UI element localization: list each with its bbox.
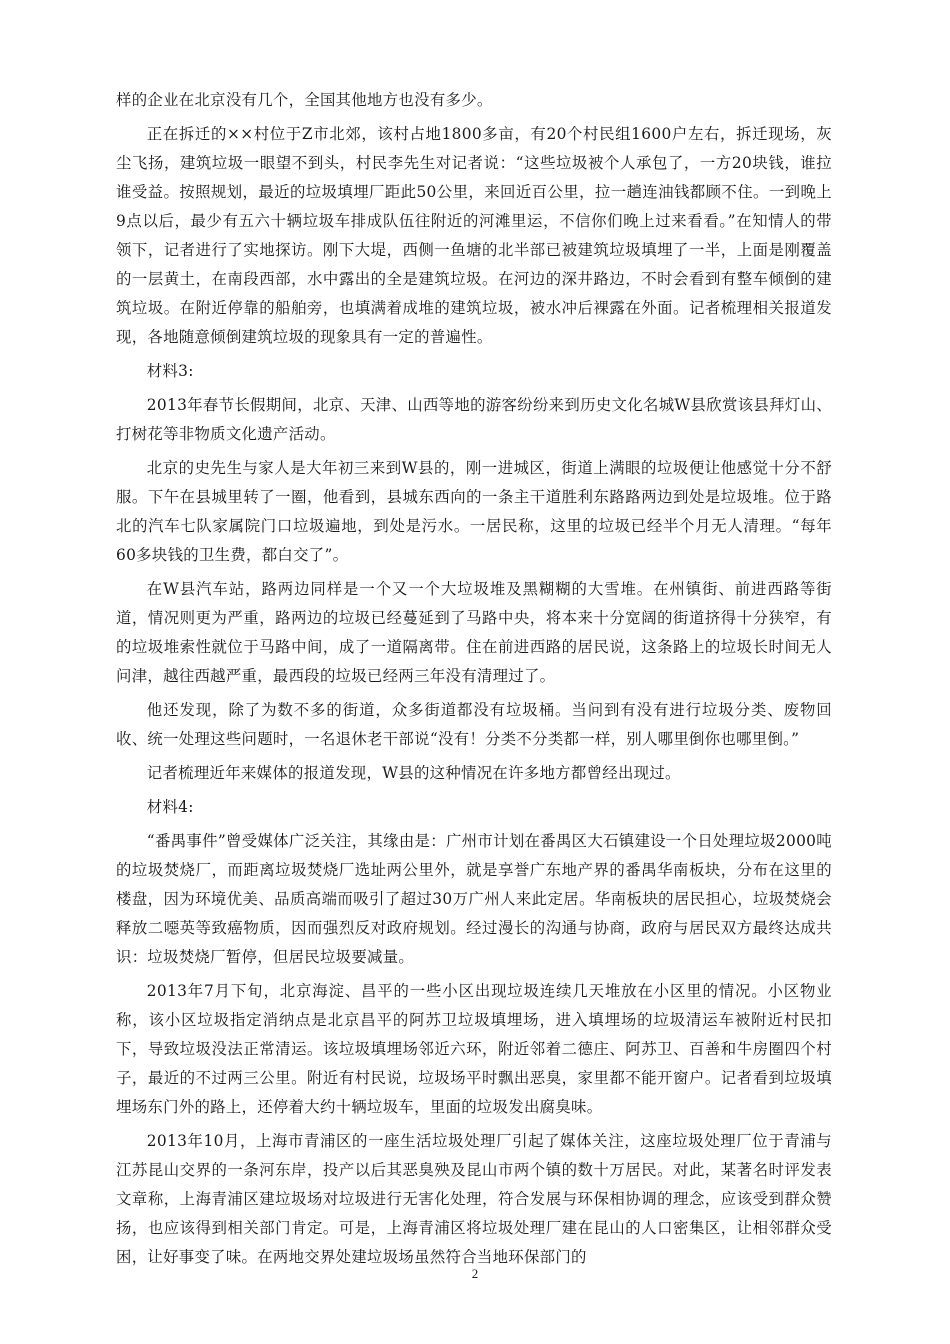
paragraph: 记者梳理近年来媒体的报道发现，W县的这种情况在许多地方都曾经出现过。 [146,764,681,782]
paragraph: 2013年春节长假期间，北京、天津、山西等地的游客纷纷来到历史文化名城W县欣赏该县拜灯山、打树花等非物质文化遗产活动。 [116,396,832,443]
paragraph: 样的企业在北京没有几个，全国其他地方也没有多少。 [116,91,493,109]
paragraph: 2013年7月下旬，北京海淀、昌平的一些小区出现垃圾连续几天堆放在小区里的情况。小区物业称，该小区垃圾指定消纳点是北京昌平的阿苏卫垃圾填埋场，进入填埋场的垃圾清运车被附近村民扣下，导致垃圾没法正常清运。该垃圾填埋场邻近六环，附近邻着二德庄、阿苏卫、百善和牛房圈四个村子，最近的不过两三公里。附近有村民说，垃圾场平时飘出恶臭，家里都不能开窗户。记者看到垃圾填埋场东门外的路上，还停着大约十辆垃圾车，里面的垃圾发出腐臭味。 [116,982,832,1116]
paragraph: 北京的史先生与家人是大年初三来到W县的，刚一进城区，街道上满眼的垃圾便让他感觉十分不舒服。下午在县城里转了一圈，他看到，县城东西向的一条主干道胜利东路路两边到处是垃圾堆。位于路北的汽车七队家属院门口垃圾遍地，到处是污水。一居民称，这里的垃圾已经半个月无人清理。“每年60多块钱的卫生费，都白交了”。 [116,459,832,564]
paragraph: “番禺事件”曾受媒体广泛关注，其缘由是：广州市计划在番禺区大石镇建设一个日处理垃圾2000吨的垃圾焚烧厂，而距离垃圾焚烧厂选址两公里外，就是享誉广东地产界的番禺华南板块，分布在这里的楼盘，因为环境优美、品质高端而吸引了超过30万广州人来此定居。华南板块的居民担心，垃圾焚烧会释放二噁英等致癌物质，因而强烈反对政府规划。经过漫长的沟通与协商，政府与居民双方最终达成共识：垃圾焚烧厂暂停，但居民垃圾要减量。 [116,832,832,966]
section-heading: 材料3: [146,362,194,380]
paragraph: 正在拆迁的××村位于Z市北郊，该村占地1800多亩，有20个村民组1600户左右，拆迁现场，灰尘飞扬，建筑垃圾一眼望不到头，村民李先生对记者说：“这些垃圾被个人承包了，一方20块钱，谁拉谁受益。按照规划，最近的垃圾填埋厂距此50公里，来回近百公里，拉一趟连油钱都顾不住。一到晚上9点以后，最少有五六十辆垃圾车排成队伍往附近的河滩里运，不信你们晚上过来看看。”在知情人的带领下，记者进行了实地探访。刚下大堤，西侧一鱼塘的北半部已被建筑垃圾填埋了一半，上面是刚覆盖的一层黄土，在南段西部，水中露出的全是建筑垃圾。在河边的深井路边，不时会看到有整车倾倒的建筑垃圾。在附近停靠的船舶旁，也填满着成堆的建筑垃圾，被水冲后裸露在外面。记者梳理相关报道发现，各地随意倾倒建筑垃圾的现象具有一定的普遍性。 [116,125,832,346]
paragraph: 他还发现，除了为数不多的街道，众多街道都没有垃圾桶。当问到有没有进行垃圾分类、废物回收、统一处理这些问题时，一名退休老干部说“没有！分类不分类都一样，别人哪里倒你也哪里倒。” [116,701,832,748]
section-heading: 材料4: [146,798,194,816]
paragraph: 2013年10月，上海市青浦区的一座生活垃圾处理厂引起了媒体关注，这座垃圾处理厂位于青浦与江苏昆山交界的一条河东岸，投产以后其恶臭殃及昆山市两个镇的数十万居民。对此，某著名时评发表文章称，上海青浦区建垃圾场对垃圾进行无害化处理，符合发展与环保相协调的理念，应该受到群众赞扬，也应该得到相关部门肯定。可是，上海青浦区将垃圾处理厂建在昆山的人口密集区，让相邻群众受困，让好事变了味。在两地交界处建垃圾场虽然符合当地环保部门的 [116,1132,832,1266]
document-body [116,86,832,1277]
paragraph: 在W县汽车站，路两边同样是一个又一个大垃圾堆及黑糊糊的大雪堆。在州镇街、前进西路等街道，情况则更为严重，路两边的垃圾已经蔓延到了马路中央，将本来十分宽阔的街道挤得十分狭窄，有的垃圾堆索性就位于马路中间，成了一道隔离带。住在前进西路的居民说，这条路上的垃圾长时间无人问津，越往西越严重，最西段的垃圾已经两三年没有清理过了。 [116,580,832,685]
page-number: 2 [471,1266,479,1281]
